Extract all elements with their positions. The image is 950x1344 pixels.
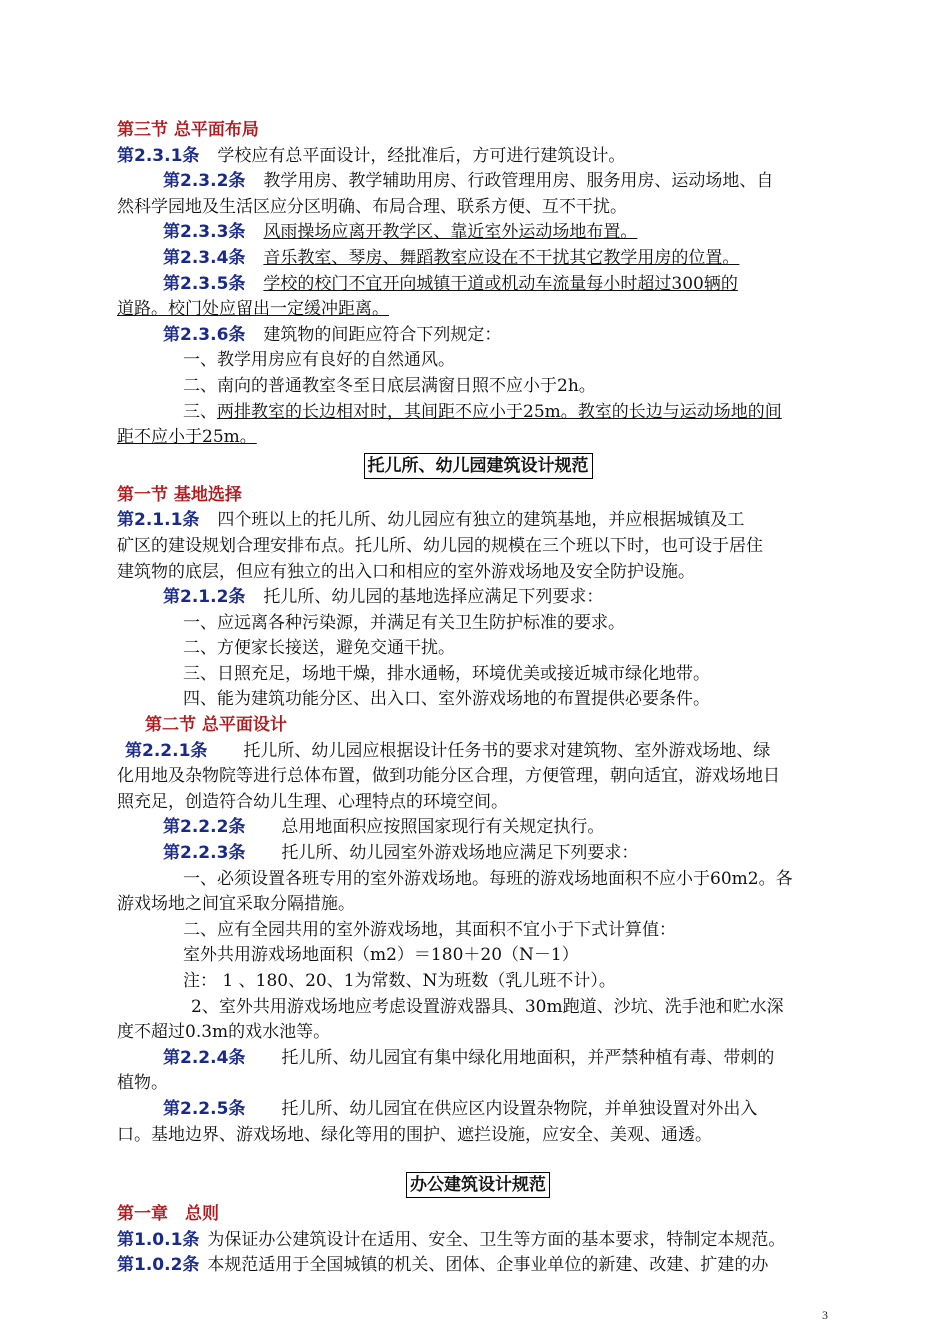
article-2-2-5: 第2.2.5条 托儿所、幼儿园宜在供应区内设置杂物院，并单独设置对外出入 [163,1098,758,1119]
article-number: 第2.2.3条 [163,843,246,864]
article-2-2-4: 第2.2.4条 托儿所、幼儿园宜有集中绿化用地面积，并严禁种植有毒、带刺的 [163,1047,775,1068]
list-item: 一、应远离各种污染源，并满足有关卫生防护标准的要求。 [183,612,625,633]
article-number: 第1.0.1条 [117,1229,200,1250]
article-number: 第2.2.4条 [163,1047,246,1068]
page-number: 3 [822,1308,828,1322]
article-number: 第2.3.2条 [163,171,246,192]
document-title-office: 办公建筑设计规范 [117,1172,839,1200]
list-item: 三、两排教室的长边相对时，其间距不应小于25m。教室的长边与运动场地的间 [183,401,782,422]
note: 2、室外共用游戏场地应考虑设置游戏器具、30m跑道、沙坑、洗手池和贮水深 [191,996,784,1017]
article-2-3-2: 第2.3.2条 教学用房、教学辅助用房、行政管理用房、服务用房、运动场地、自 [163,171,774,192]
formula: 室外共用游戏场地面积（m2）＝180＋20（N－1） [183,945,579,966]
article-number: 第2.2.5条 [163,1098,246,1119]
article-number: 第2.3.6条 [163,324,246,345]
article-number: 第2.3.5条 [163,273,246,294]
article-number: 第2.2.1条 [125,740,208,761]
list-item: 二、应有全园共用的室外游戏场地，其面积不宜小于下式计算值： [183,919,676,940]
article-number: 第2.1.2条 [163,587,246,608]
article-1-0-1: 第1.0.1条 为保证办公建筑设计在适用、安全、卫生等方面的基本要求，特制定本规范。 [117,1229,786,1250]
list-item: 三、日照充足，场地干燥，排水通畅，环境优美或接近城市绿化地带。 [183,663,710,684]
chapter-heading: 第一章 总则 [117,1204,219,1225]
article-2-1-2: 第2.1.2条 托儿所、幼儿园的基地选择应满足下列要求： [163,587,604,608]
document-title-kindergarten: 托儿所、幼儿园建筑设计规范 [117,453,839,481]
article-2-3-6: 第2.3.6条 建筑物的间距应符合下列规定： [163,324,502,345]
article-2-3-3: 第2.3.3条 风雨操场应离开教学区、靠近室外运动场地布置。 [163,222,638,243]
article-number: 第1.0.2条 [117,1255,200,1276]
article-2-1-1: 第2.1.1条 四个班以上的托儿所、幼儿园应有独立的建筑基地，并应根据城镇及工 [117,510,745,531]
article-number: 第2.3.1条 [117,145,200,166]
article-2-2-1: 第2.2.1条 托儿所、幼儿园应根据设计任务书的要求对建筑物、室外游戏场地、绿 [125,740,771,761]
note: 注： 1 、180、20、1为常数、N为班数（乳儿班不计）。 [183,971,616,991]
list-item: 二、方便家长接送，避免交通干扰。 [183,638,455,659]
article-2-2-2: 第2.2.2条 总用地面积应按照国家现行有关规定执行。 [163,817,605,838]
list-item: 二、南向的普通教室冬至日底层满窗日照不应小于2h。 [183,375,596,396]
article-number: 第2.3.4条 [163,247,246,268]
article-number: 第2.2.2条 [163,817,246,838]
article-number: 第2.1.1条 [117,510,200,531]
list-item: 一、必须设置各班专用的室外游戏场地。每班的游戏场地面积不应小于60m2。各 [183,868,793,889]
article-2-2-3: 第2.2.3条 托儿所、幼儿园室外游戏场地应满足下列要求： [163,843,639,864]
article-2-3-1: 第2.3.1条 学校应有总平面设计，经批准后，方可进行建筑设计。 [117,145,626,166]
section-heading: 第三节 总平面布局 [117,120,259,140]
section-heading: 第二节 总平面设计 [145,715,287,736]
list-item: 一、教学用房应有良好的自然通风。 [183,350,455,371]
article-2-3-5: 第2.3.5条 学校的校门不宜开向城镇干道或机动车流量每小时超过300辆的 [163,273,738,294]
article-1-0-2: 第1.0.2条 本规范适用于全国城镇的机关、团体、企事业单位的新建、改建、扩建的办 [117,1255,769,1276]
article-2-3-4: 第2.3.4条 音乐教室、琴房、舞蹈教室应设在不干扰其它教学用房的位置。 [163,247,740,268]
article-number: 第2.3.3条 [163,222,246,243]
section-heading: 第一节 基地选择 [117,484,242,505]
document-body: 第三节 总平面布局 第2.3.1条 学校应有总平面设计，经批准后，方可进行建筑设计。 第2.3.2条 教学用房、教学辅助用房、行政管理用房、服务用房、运动场地、自 然科学园地及生活区应分区明确、布局合理、联系方便、互不干扰。 第2.3.3条 风雨操场应离开教学区、靠近室外运动场地布置。 第2.3.4条 音乐教室、琴房、舞蹈教室应设在不干扰其它教学用房的位置。 第2.3.5条 学校的校门不宜开向城镇干道或机动车流量每小时超过300辆的 道路。校门处应留出一定缓冲距离。 第2.3.6条 建筑物的间距应符合下列规定： 一、教学用房应有良好的自然通风。 二、南向的普通教室冬至日底层满窗日照不应小于2h。 三、两排教室的长边相对时，其间距不应小于25m。教室的长边与运动场地的间 距不应小于25m。 托儿所、幼儿园建筑设计规范 第一节 基地选择 第2.1.1条 四个班以上的托儿所、幼儿园应有独立的建筑基地，并应根据城镇及工 矿区的建设规划合理安排布点。托儿所、幼儿园的规模在三个班以下时，也可设于居住 建筑物的底层，但应有独立的出入口和相应的室外游戏场地及安全防护设施。 第2.1.2条 托儿所、幼儿园的基地选择应满足下列要求： 一、应远离各种污染源，并满足有关卫生防护标准的要求。 二、方便家长接送，避免交通干扰。 三、日照充足，场地干燥，排水通畅，环境优美或接近城市绿化地带。 四、能为建筑功能分区、出入口、室外游戏场地的布置提供必要条件。 第二节 总平面设计 第2.2.1条 托儿所、幼儿园应根据设计任务书的要求对建筑物、室外游戏场地、绿 化用地及杂物院等进行总体布置，做到功能分区合理，方便管理，朝向适宜，游戏场地日 照充足，创造符合幼儿生理、心理特点的环境空间。 第2.2.2条 总用地面积应按照国家现行有关规定执行。 第2.2.3条 托儿所、幼儿园室外游戏场地应满足下列要求： 一、必须设置各班专用的室外游戏场地。每班的游戏场地面积不应小于60m2。各 游戏场地之间宜采取分隔措施。 二、应有全园共用的室外游戏场地，其面积不宜小于下式计算值： 室外共用游戏场地面积（m2）＝180＋20（N－1） 注： 1 、180、20、1为常数、N为班数（乳儿班不计）。 2、室外共用游戏场地应考虑设置游戏器具、30m跑道、沙坑、洗手池和贮水深 度不超过0.3m的戏水池等。 第2.2.4条 托儿所、幼儿园宜有集中绿化用地面积，并严禁种植有毒、带刺的 植物。 第2.2.5条 托儿所、幼儿园宜在供应区内设置杂物院，并单独设置对外出入 口。基地边界、游戏场地、绿化等用的围护、遮拦设施，应安全、美观、通透。 办公建筑设计规范 第一章 总则 第1.0.1条 为保证办公建筑设计在适用、安全、卫生等方面的基本要求，特制定本规范。 第1.0.2条 本规范适用于全国城镇的机关、团体、企事业单位的新建、改建、扩建的办 [117,118,839,1279]
list-item: 四、能为建筑功能分区、出入口、室外游戏场地的布置提供必要条件。 [183,689,710,710]
